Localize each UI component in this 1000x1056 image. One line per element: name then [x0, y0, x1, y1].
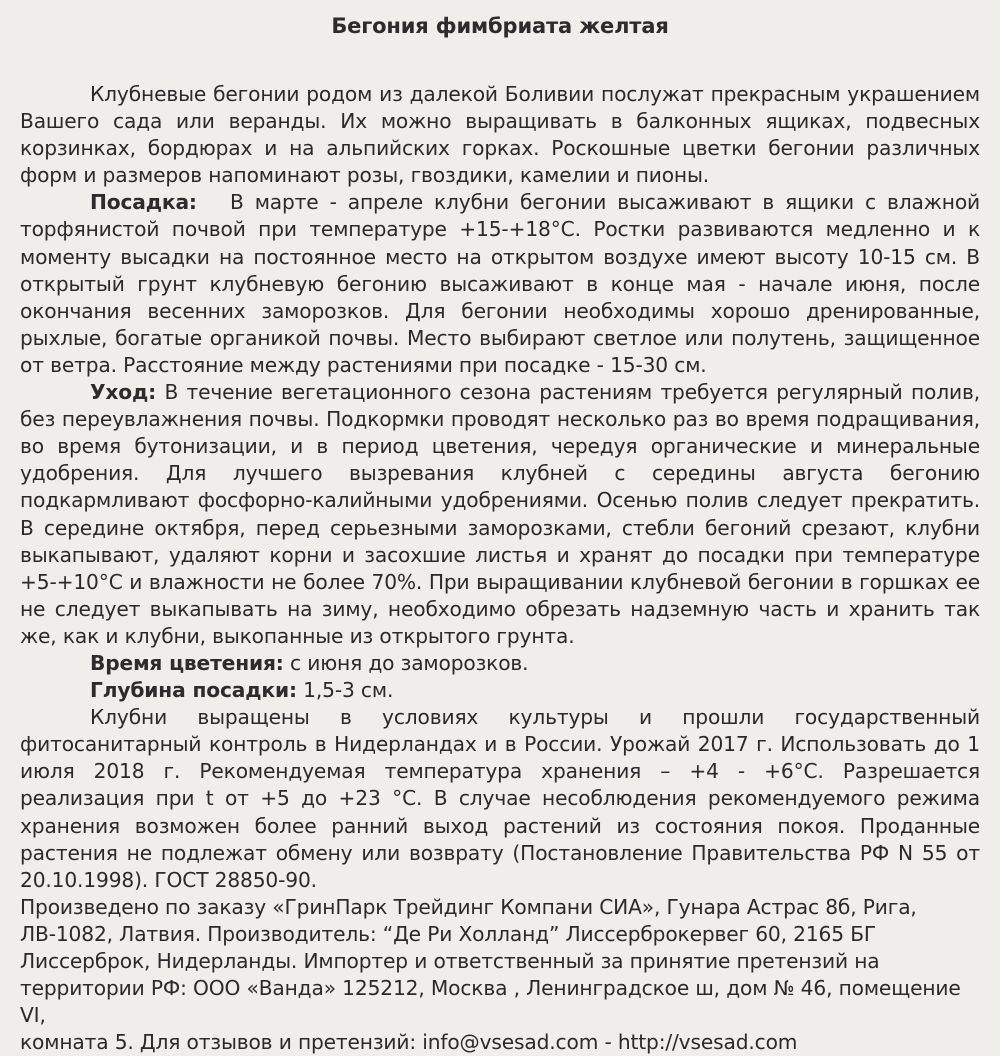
producer-line: Лиссерброк, Нидерланды. Импортер и ответственный за принятие претензий на: [20, 949, 880, 973]
producer-line: Произведено по заказу «ГринПарк Трейдинг Компани СИА», Гунара Астрас 8б, Рига,: [20, 894, 917, 919]
bloom-paragraph: [20, 650, 980, 677]
care-label: Уход:: [90, 380, 157, 405]
page-title: Бегония фимбриата желтая: [331, 14, 669, 38]
producer-line: комната 5. Для отзывов и претензий: info@vsesad.com - http://vsesad.com: [20, 1030, 798, 1055]
depth-text: 1,5-3 см.: [303, 678, 394, 703]
planting-paragraph: [20, 189, 980, 379]
bloom-label: Время цветения:: [90, 650, 284, 675]
producer-line: ЛВ-1082, Латвия. Производитель: “Де Ри Холланд” Лиссерброкервег 60, 2165 БГ: [20, 921, 877, 946]
bloom-text: с июня до заморозков.: [290, 650, 529, 675]
depth-label: Глубина посадки:: [90, 678, 297, 703]
intro-paragraph: Клубневые бегонии родом из далекой Боливии послужат прекрасным украшением Вашего сада или веранды. Их можно выращивать в балконных ящиках, подвесных корзинках, бордюрах и на альпийских горках. Роскошные цветки бегонии различных форм и размеров напоминают розы, гвоздики, камелии и пионы.: [20, 82, 980, 188]
planting-text: В марте - апреле клубни бегонии высаживают в ящики с влажной торфянистой почвой при температуре +15-+18°С. Ростки развиваются медленно и к моменту высадки на постоянное место на открытом воздухе имеют высоту 10-15 см. В открытый грунт клубневую бегонию высаживают в конце мая - начале июня, после окончания весенних заморозков. Для бегонии необходимы хорошо дренированные, рыхлые, богатые органикой почвы. Место выбирают светлое или полутень, защищенное от ветра. Расстояние между растениями при посадке - 15-30 см.: [20, 190, 980, 377]
producer-line: территории РФ: ООО «Ванда» 125212, Москва , Ленинградское ш, дом № 46, помещение VI,: [20, 976, 961, 1028]
depth-paragraph: [20, 677, 980, 704]
care-text: В течение вегетационного сезона растениям требуется регулярный полив, без переувлажнения почвы. Подкормки проводят несколько раз во время подращивания, во время бутонизации, и в период цветения, чередуя органические и минеральные удобрения. Для лучшего вызревания клубней с середины августа бегонию подкармливают фосфорно-калийными удобрениями. Осенью полив следует прекратить. В середине октября, перед серьезными заморозками, стебли бегоний срезают, клубни выкапывают, удаляют корни и засохшие листья и хранят до посадки при температуре +5-+10°С и влажности не более 70%. При выращивании клубневой бегонии в горшках ее не следует выкапывать на зиму, необходимо обрезать надземную часть и хранить так же, как и клубни, выкопанные из открытого грунта.: [20, 380, 980, 648]
control-paragraph: Клубни выращены в условиях культуры и прошли государственный фитосанитарный контроль в Нидерландах и в России. Урожай 2017 г. Использовать до 1 июля 2018 г. Рекомендуемая температура хранения – +4 - +6°С. Разрешается реализация при t от +5 до +23 °С. В случае несоблюдения рекомендуемого режима хранения возможен более ранний выход растений из состояния покоя. Проданные растения не подлежат обмену или возврату (Постановление Правительства РФ N 55 от 20.10.1998). ГОСТ 28850-90.: [20, 705, 980, 892]
planting-label: Посадка:: [90, 190, 197, 215]
care-paragraph: [20, 379, 980, 650]
